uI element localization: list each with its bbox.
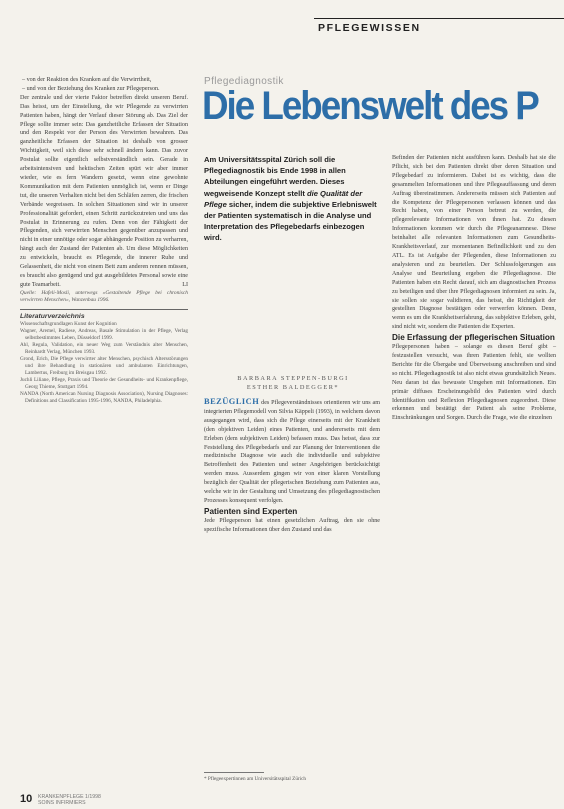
bullet-item: – von der Reaktion des Kranken auf die Verwirrtheit, bbox=[22, 77, 152, 83]
literature-rule bbox=[20, 309, 188, 310]
literature-item: Juchli Liliane, Pflege, Praxis und Theorie der Gesundheits- und Krankenpflege, Georg Thieme, Stuttgart 1994. bbox=[20, 377, 188, 391]
lead-text: Am Universitätsspital Zürich soll die Pflegediagnostik bis Ende 1998 in allen Abteilungen eingeführt werden. Dieses wegweisende Konzept stellt bbox=[204, 155, 346, 198]
left-column bbox=[20, 76, 188, 405]
issue-line: SOINS INFIRMIERS bbox=[38, 800, 86, 806]
subheading: Die Erfassung der pflegerischen Situation bbox=[392, 333, 555, 343]
lead-emphasis: die Qualität der Pflege bbox=[204, 188, 363, 209]
left-body: Der zentrale und der vierte Faktor betreffen direkt unseren Beruf. Das heisst, um der Einstellung, die wir Pflegende zu verwirrten Patienten haben, hängt der Verlauf dieser Störung ab. Das Ziel der Pflege sollte immer sein: Das ganzheitliche Erfassen der Situation und den Respekt vor der Person des Verwirrten bewahren. Das ganzheitliche Erfassen der Situation ist deshalb von grosser Wichtigkeit, weil sich diese sehr schnell ändern kann. Das zuvor Postulat sollte eigentlich selbstverständlich sein. Gerade in arbeitsintensiven und hektischen Zeiten spürt wir aber immer wieder, wie es fern Wandern gesetzt, wenn eine gewohnte Kommunikation mit dem Patienten unmöglich ist, wenn er Dinge tut, die unseren Verhalten nicht bei den Schläfen zerren, die frischen Verbände wegreissen. In solchen Situationen sind wir in unserer Professionalität gefordert, einen Schritt zurückzutreten und uns das Postulat in Erinnerung zu rufen. Denn von der Fähigkeit der Pflegenden, sich verwirrten Menschen gegenüber anzupassen und nicht in einer unnötige oder sogar abhängende Position zu verharren, hängt auch der Zustand der Patienten ab. Um diese Möglichkeiten zu entwickeln, braucht es Pflegende, die innerer Ruhe und Gelassenheit, die nicht von einem Bett zum anderen rennen müssen, es braucht also genügend und gut ausgebildetes Personal sowie eine gute Teamarbeit. bbox=[20, 94, 188, 288]
intro-paragraph bbox=[204, 398, 380, 506]
source-caption: Quelle: Hafeli-Mosli, unterwegs »Gestaltende Pflege bei chronisch verwirrten Menschen«, Wanzenbau 1996. bbox=[20, 289, 188, 304]
footnote: * Pflegeexpertinnen am Universitätsspital Zürich bbox=[204, 776, 306, 782]
subheading: Patienten sind Experten bbox=[204, 506, 298, 516]
header-rule bbox=[314, 18, 564, 19]
intro-first-word: BEZÜGLICH bbox=[204, 397, 260, 406]
right-column bbox=[392, 154, 556, 423]
article-lead bbox=[204, 154, 382, 244]
end-mark: LI bbox=[182, 281, 188, 288]
issue-info bbox=[38, 794, 101, 806]
lead-text: sicher, indem die subjektive Erlebniswelt der Patienten systematisch in die Analyse und Interpretation des Pflegebedarfs einbezogen wird. bbox=[204, 199, 377, 243]
author-name: ESTHER BALDEGGER* bbox=[246, 384, 340, 391]
page-number: 10 bbox=[20, 793, 33, 805]
article-headline: Die Lebenswelt des P bbox=[202, 84, 538, 128]
body-paragraph: Befinden der Patienten nicht ausführen kann. Deshalb hat sie die Pflicht, sich bei den Patienten direkt über deren Situation und Pflegebedarf zu informieren. Dabei ist es wichtig, dass die gesammelten Informationen und ihre Pflegeauffassung und deren Auftrag übereinstimmen. Andererseits müssen sich Patienten auf die Kompetenz der Pflegepersonen verlassen können und das Recht haben, von einer Person betreut zu werden, die pflegerelevante Informationen von ihnen hat. Zu diesen Informationen kommen wir durch die Pflegeanamnese. Diese beinhaltet alle relevanten Informationen zum Gesundheits-Krankheitsverlauf, zur momentanen Befindlichkeit und zu den ATL. Es ist Aufgabe der Pflegenden, diese Informationen zu analysieren und zu beurteilen. Der Schlussfolgerungen aus Analyse und Beurteilung ergeben die Pflegediagnose. Die Patienten haben ein Recht darauf, sich am diagnostischen Prozess zu beteiligen und über ihre Pflegediagnosen informiert zu sein. Ja, sie sollen sie sogar validieren, das heisst, die Richtigkeit der gestellten Diagnose bestätigen oder verwerfen können. Denn, wenn es um die Krankheitserfahrung, das subjektive Erleben, geht, sind nicht wir, sondern die Patienten die Experten. bbox=[392, 155, 556, 331]
bullet-item: – und von der Beziehung des Kranken zur Pflegeperson. bbox=[22, 85, 160, 92]
article-kicker: Pflegediagnostik bbox=[204, 76, 284, 87]
section-tag: PFLEGEWISSEN bbox=[318, 22, 421, 34]
literature-heading: Literaturverzeichnis bbox=[20, 312, 85, 320]
literature-item: Ahl, Regula, Validation, ein neuer Weg zum Verständnis alter Menschen, Reinhardt Verlag, München 1993. bbox=[20, 342, 188, 356]
literature-item: Wissenschaftsgrundlagen Kunst der Kognition bbox=[20, 321, 117, 328]
middle-column bbox=[204, 398, 380, 535]
literature-item: NANDA (North American Nursing Diagnosis Association), Nursing Diagnoses: Definitions and Classification 1995-1996, NANDA, Philadelphia. bbox=[20, 391, 188, 405]
body-paragraph: Jede Pflegeperson hat einen gesetzlichen Auftrag, den sie ohne spezifische Informationen über den Zustand und das bbox=[204, 517, 380, 533]
literature-item: Wagner, Aremel, Radiese, Andreas, Basale Stimulation in der Pflege, Verlag selbstbestimmtes Leben, Düsseldorf 1999. bbox=[20, 328, 188, 342]
author-name: BARBARA STEPPEN-BURGI bbox=[237, 375, 349, 382]
body-paragraph: Pflegepersonen haben – solange es diesen Beruf gibt – festzustellen versucht, was ihren Patienten fehlt, sie wollten Berichte für die Übergabe und Überweisung anschreiben und sind so nicht. Pflegediagnostik ist also nicht etwas grundsätzlich Neues. Neu daran ist das bewusste Umgehen mit Informationen. Ein primär diffuses Erscheinungsbild des Patienten wird durch Identifikation und Reflexion Pflegediagnosen zugeordnet. Diese erkennen und bestätigt der Patient als seine Probleme, Einschränkungen und Sorgen. Durch die Frage, wie die einzelnen bbox=[392, 344, 556, 422]
left-body-text bbox=[20, 94, 188, 290]
article-authors bbox=[204, 374, 382, 392]
footnote-rule bbox=[204, 772, 264, 773]
literature-item: Grond, Erich, Die Pflege verwirrter alter Menschen, psychisch Altersstörungen und ihre Behandlung in stationären und ambulanten Einrichtungen, Lambertus, Freiburg im Breisgau 1992. bbox=[20, 356, 188, 377]
issue-line: KRANKENPFLEGE 1/1998 bbox=[38, 794, 101, 800]
intro-text: des Pflegeverständnisses orientieren wir uns am integrierten Pflegemodell von Silvia Käppeli (1993), in welchem davon ausgegangen wird, dass sich die Pflege einerseits mit der Krankheit (den objektiven Leiden) eines Patienten, und andererseits mit dem Erleben (dem subjektiven Leiden) befassen muss. Das heisst, dass zur Feststellung des Pflegebedarfs und zur Planung der Interventionen die medizinische Diagnose wie auch die individuelle und subjektive Betroffenheit des Patienten und seiner Angehörigen berücksichtigt werden muss. Ausserdem gingen wir von einer klaren Vorstellung bezüglich der Qualität der pflegerischen Beziehung zum Patienten aus, welche wir in der Gestaltung und Umsetzung des pflegediagnostischen Prozesses konsequent verfolgen. bbox=[204, 400, 380, 504]
